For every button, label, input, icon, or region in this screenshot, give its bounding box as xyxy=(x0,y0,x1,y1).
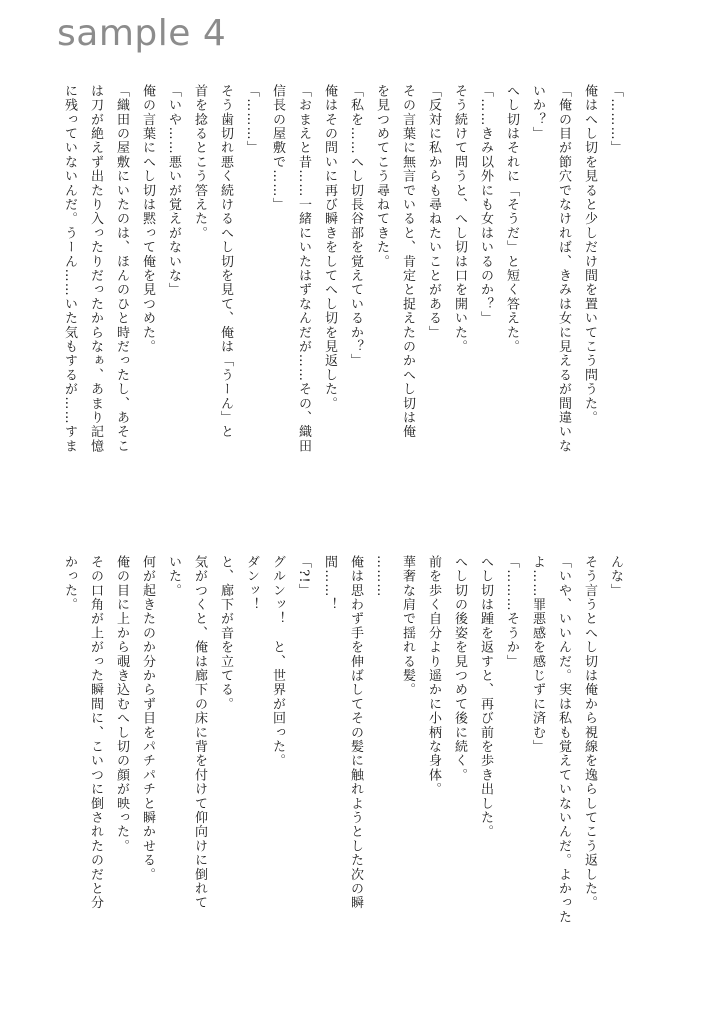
text-line: と、廊下が音を立てる。 xyxy=(218,555,233,712)
text-line: 俺の目に上から覗き込むへし切の顔が映った。 xyxy=(114,555,129,854)
text-block-bottom xyxy=(62,555,628,955)
text-line: へし切の後姿を見つめて後に続く。 xyxy=(452,555,467,783)
text-line: 「?!」 xyxy=(296,555,311,598)
text-line: 「……きみ以外にも女はいるのか？」 xyxy=(478,84,493,326)
text-line: 華奢な肩で揺れる髪。 xyxy=(400,555,415,697)
text-line: 気がつくと、俺は廊下の床に背を付けて仰向けに倒れて xyxy=(192,555,207,910)
page-label: sample 4 xyxy=(57,13,227,54)
text-line: 俺の言葉にへし切は黙って俺を見つめた。 xyxy=(140,84,155,354)
text-line: 「私を……へし切長谷部を覚えているか？」 xyxy=(348,84,363,368)
text-line: かった。 xyxy=(62,555,77,612)
text-line: は刀が絶えず出たり入ったりだったからなぁ、あまり記憶 xyxy=(88,84,103,454)
text-line: 何が起きたのか分からず目をパチパチと瞬かせる。 xyxy=(140,555,155,882)
text-line: を見つめてこう尋ねてきた。 xyxy=(374,84,389,269)
text-line: に残っていないんだ。うーん……いた気もするが……すま xyxy=(62,84,77,454)
text-block-top xyxy=(62,84,628,484)
text-line: 「おまえと昔……一緒にいたはずなんだが……その、織田 xyxy=(296,84,311,454)
text-line: その言葉に無言でいると、肯定と捉えたのかへし切は俺 xyxy=(400,84,415,439)
text-line: 信長の屋敷で……」 xyxy=(270,84,285,212)
text-line: 前を歩く自分より遥かに小柄な身体。 xyxy=(426,555,441,797)
text-line: 「………」 xyxy=(608,84,623,155)
text-line: 俺は思わず手を伸ばしてその髪に触れようとした次の瞬 xyxy=(348,555,363,910)
text-line: 「反対に私からも尋ねたいことがある」 xyxy=(426,84,441,340)
text-line: そう歯切れ悪く続けるへし切を見て、俺は「うーん」と xyxy=(218,84,233,439)
text-line: その口角が上がった瞬間に、こいつに倒されたのだと分 xyxy=(88,555,103,910)
text-line: 俺はその問いに再び瞬きをしてへし切を見返した。 xyxy=(322,84,337,411)
text-line: 「いや……悪いが覚えがないな」 xyxy=(166,84,181,297)
text-line: 「いや、いいんだ。実は私も覚えていないんだ。よかった xyxy=(556,555,571,925)
text-line: ダンッ！ xyxy=(244,555,259,612)
text-line: へし切は踵を返すと、再び前を歩き出した。 xyxy=(478,555,493,839)
text-line: 「俺の目が節穴でなければ、きみは女に見えるが間違いな xyxy=(556,84,571,454)
text-line: いた。 xyxy=(166,555,181,598)
text-line: そう続けて問うと、へし切は口を開いた。 xyxy=(452,84,467,354)
text-line: んな」 xyxy=(608,555,623,598)
text-line: へし切はそれに「そうだ」と短く答えた。 xyxy=(504,84,519,354)
text-line: 間……！ xyxy=(322,555,337,612)
text-line: 俺はへし切を見ると少しだけ間を置いてこう問うた。 xyxy=(582,84,597,425)
text-line: 「織田の屋敷にいたのは、ほんのひと時だったし、あそこ xyxy=(114,84,129,454)
text-line: いか？」 xyxy=(530,84,545,141)
text-line: そう言うとへし切は俺から視線を逸らしてこう返した。 xyxy=(582,555,597,910)
text-line: よ……罪悪感を感じずに済む」 xyxy=(530,555,545,754)
text-line: 「………」 xyxy=(244,84,259,155)
text-line: 首を捻るとこう答えた。 xyxy=(192,84,207,241)
text-line: グルンッ！ と、世界が回った。 xyxy=(270,555,285,768)
text-line: ……… xyxy=(374,555,389,598)
text-line: 「………そうか」 xyxy=(504,555,519,669)
